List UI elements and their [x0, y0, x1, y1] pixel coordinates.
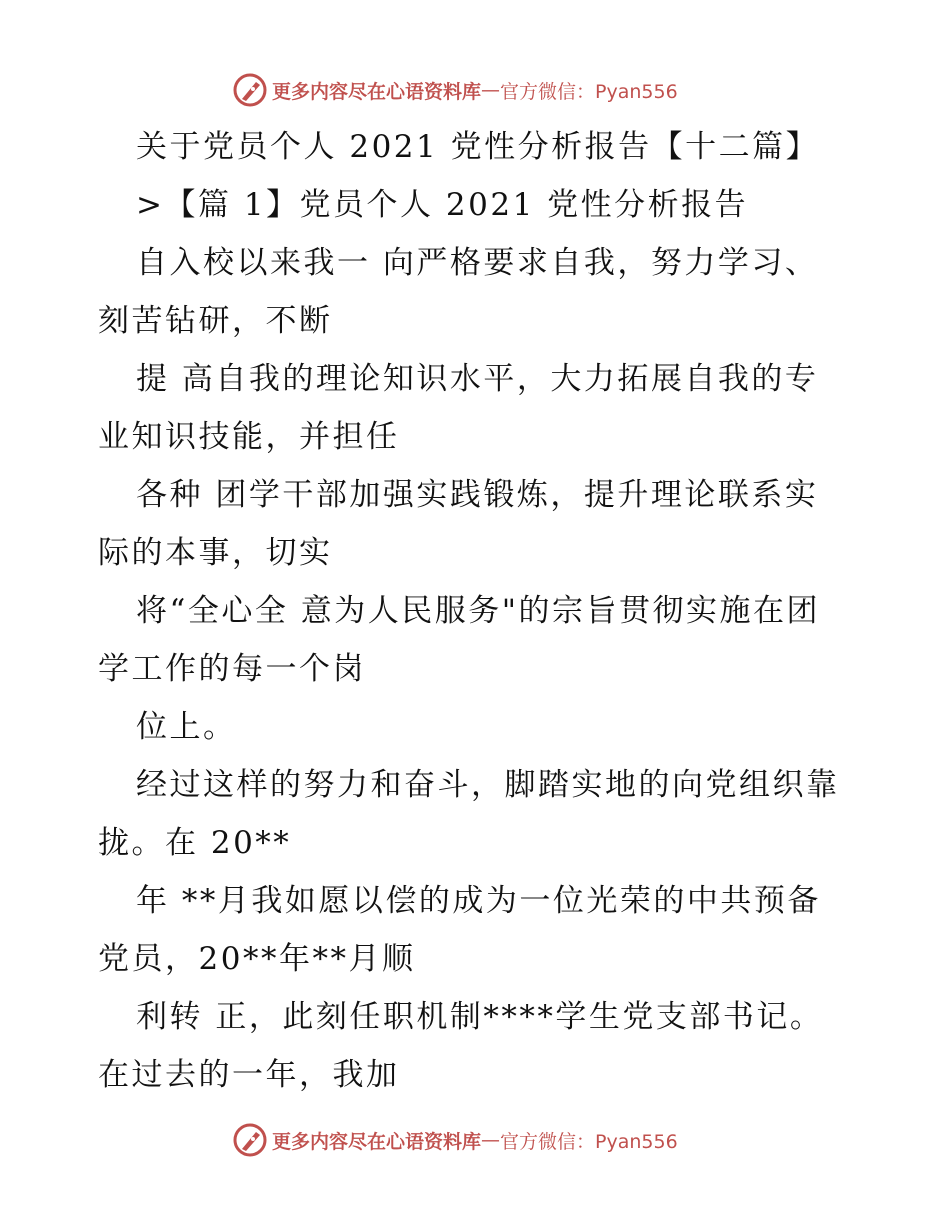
paragraph-line: 党员，20**年**月顺	[98, 941, 416, 977]
footer-banner-wechat: 官方微信：Pyan556	[500, 1130, 678, 1153]
header-banner	[232, 70, 678, 110]
paragraph-line: 自入校以来我一 向严格要求自我，努力学习、	[136, 245, 819, 281]
paragraph-line: 位上。	[136, 709, 237, 745]
paragraph-line: 拢。在 20**	[98, 825, 292, 861]
paragraph-line: 年 **月我如愿以偿的成为一位光荣的中共预备	[136, 883, 821, 919]
pen-circle-logo-icon	[232, 1122, 268, 1158]
paragraph-line: 在过去的一年，我加	[98, 1057, 400, 1093]
paragraph-line: 业知识技能，并担任	[98, 419, 400, 455]
footer-banner	[232, 1120, 678, 1160]
paragraph-line: 际的本事，切实	[98, 535, 333, 571]
footer-banner-text: 更多内容尽在心语资料库	[272, 1130, 482, 1153]
paragraph-line: 将“全心全 意为人民服务"的宗旨贯彻实施在团	[136, 593, 820, 629]
document-body	[98, 118, 878, 1104]
header-banner-dash: —	[481, 79, 501, 101]
paragraph-line: 学工作的每一个岗	[98, 651, 366, 687]
section-heading: >【篇 1】党员个人 2021 党性分析报告	[136, 187, 749, 223]
pen-circle-logo-icon	[232, 72, 268, 108]
paragraph-line: 各种 团学干部加强实践锻炼，提升理论联系实	[136, 477, 819, 513]
paragraph-line: 利转 正，此刻任职机制****学生党支部书记。	[136, 999, 824, 1035]
header-banner-text: 更多内容尽在心语资料库	[272, 80, 482, 103]
header-banner-wechat: 官方微信：Pyan556	[500, 80, 678, 103]
document-title: 关于党员个人 2021 党性分析报告【十二篇】	[136, 129, 820, 165]
footer-banner-dash: —	[481, 1129, 501, 1151]
paragraph-line: 刻苦钻研，不断	[98, 303, 333, 339]
paragraph-line: 经过这样的努力和奋斗，脚踏实地的向党组织靠	[136, 767, 840, 803]
paragraph-line: 提 高自我的理论知识水平，大力拓展自我的专	[136, 361, 819, 397]
